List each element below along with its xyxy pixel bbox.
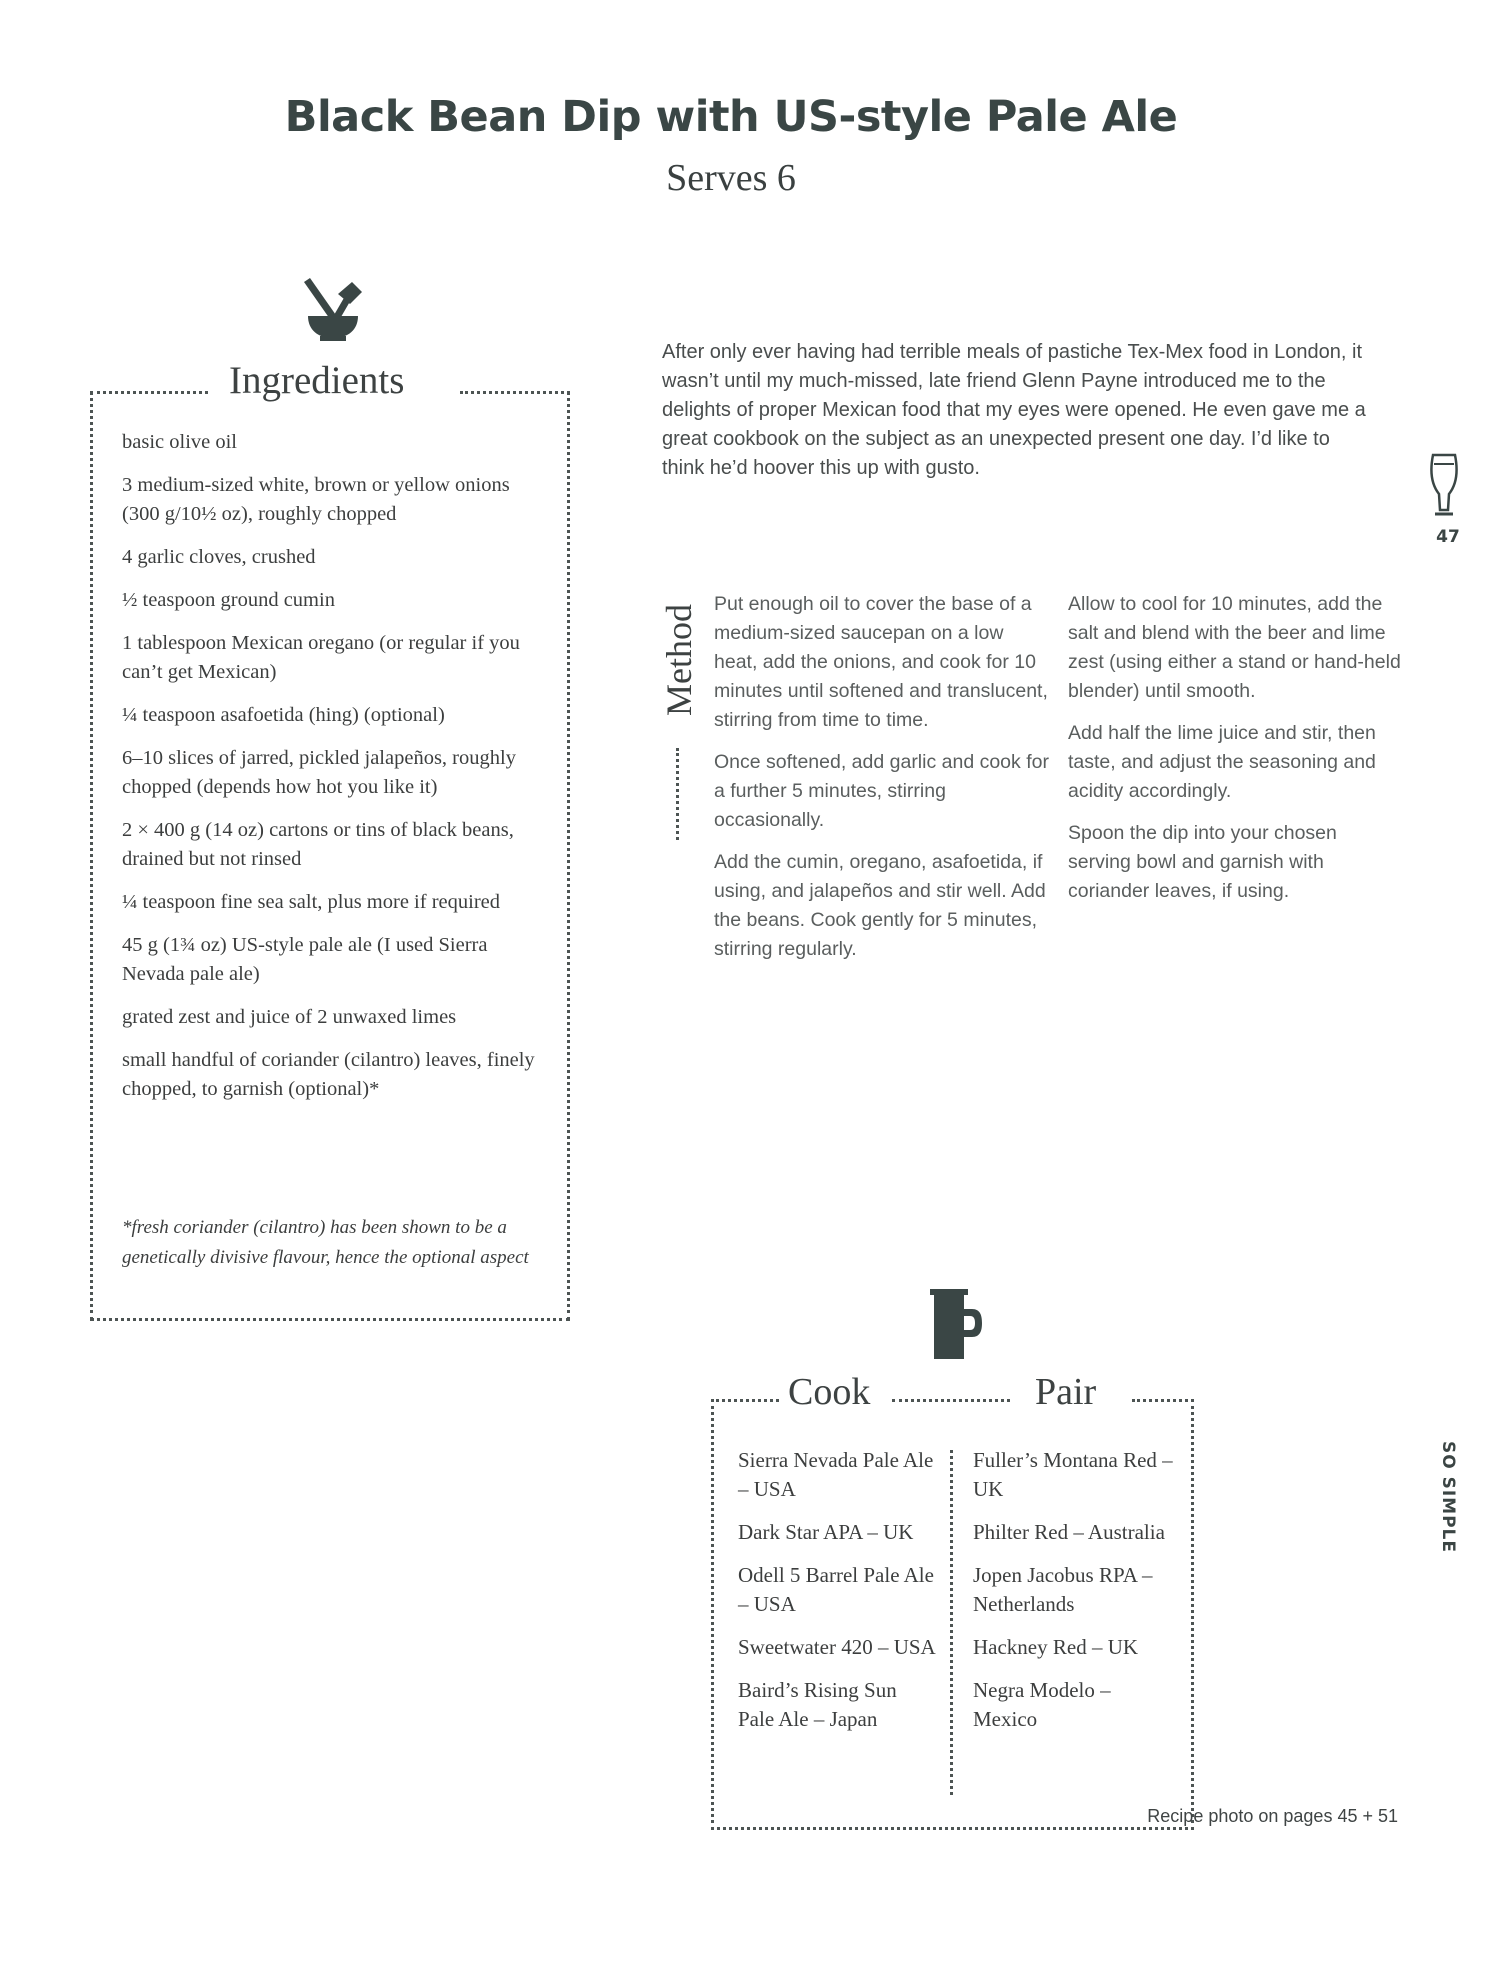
page-number: 47 [1436,527,1460,547]
method-step: Add half the lime juice and stir, then taste, and adjust the seasoning and acidity accordingly. [1068,722,1376,802]
ingredient-item: grated zest and juice of 2 unwaxed limes [122,1006,457,1028]
cook-heading: Cook [788,1371,871,1413]
ingredient-item: ¼ teaspoon asafoetida (hing) (optional) [122,704,445,726]
ingredient-item: ½ teaspoon ground cumin [122,589,335,611]
method-column-2 [1068,590,1403,919]
pair-beer-item: Negra Modelo – Mexico [973,1678,1111,1731]
section-label: SO SIMPLE [1438,1440,1458,1554]
ingredient-item: 6–10 slices of jarred, pickled jalapeños, roughly chopped (depends how hot you like it) [122,747,516,798]
mortar-and-pestle-icon [300,274,366,344]
pair-beer-item: Fuller’s Montana Red – UK [973,1448,1173,1501]
serves-label: Serves 6 [666,157,796,199]
pair-beer-item: Jopen Jacobus RPA – Netherlands [973,1563,1153,1616]
ingredient-item: 2 × 400 g (14 oz) cartons or tins of black beans, drained but not rinsed [122,819,514,870]
ingredient-item: basic olive oil [122,431,238,453]
ingredient-list [122,428,552,1118]
method-step: Add the cumin, oregano, asafoetida, if using, and jalapeños and stir well. Add the beans. Cook gently for 5 minutes, stirring regularly. [714,851,1046,960]
cook-beer-item: Baird’s Rising Sun Pale Ale – Japan [738,1678,897,1731]
method-column-1 [714,590,1049,977]
ingredient-item: 3 medium-sized white, brown or yellow onions (300 g/10½ oz), roughly chopped [122,474,510,525]
pair-beer-list [973,1446,1173,1748]
method-step: Once softened, add garlic and cook for a further 5 minutes, stirring occasionally. [714,751,1049,831]
cook-beer-item: Dark Star APA – UK [738,1520,914,1544]
cook-beer-item: Odell 5 Barrel Pale Ale – USA [738,1563,934,1616]
method-heading: Method [659,604,699,716]
method-step: Put enough oil to cover the base of a medium-sized saucepan on a low heat, add the onions, and cook for 10 minutes until softened and translucent, stirring from time to time. [714,593,1048,731]
beer-glass-icon [1427,452,1461,518]
recipe-title: Black Bean Dip with US-style Pale Ale [284,92,1178,142]
ingredients-heading: Ingredients [229,359,405,402]
ingredient-item: 45 g (1¾ oz) US-style pale ale (I used Sierra Nevada pale ale) [122,934,488,985]
method-step: Allow to cool for 10 minutes, add the salt and blend with the beer and lime zest (using either a stand or hand-held blender) until smooth. [1068,593,1401,702]
intro-paragraph: After only ever having had terrible meals of pastiche Tex-Mex food in London, it wasn’t until my much-missed, late friend Glenn Payne introduced me to the delights of proper Mexican food that my eyes were opened. He even gave me a great cookbook on the subject as an unexpected present one day. I’d like to think he’d hoover this up with gusto. [662,341,1366,479]
recipe-photo-reference: Recipe photo on pages 45 + 51 [1147,1806,1398,1826]
cook-pair-divider [950,1450,953,1795]
ingredient-item: small handful of coriander (cilantro) leaves, finely chopped, to garnish (optional)* [122,1049,535,1100]
pair-heading: Pair [1035,1371,1097,1413]
beer-mug-icon [928,1287,984,1361]
method-dotted-rule [676,748,679,840]
method-step: Spoon the dip into your chosen serving bowl and garnish with coriander leaves, if using. [1068,822,1337,902]
pair-beer-item: Hackney Red – UK [973,1635,1139,1659]
ingredient-item: ¼ teaspoon fine sea salt, plus more if required [122,891,500,913]
ingredient-item: 1 tablespoon Mexican oregano (or regular if you can’t get Mexican) [122,632,520,683]
ingredient-footnote: *fresh coriander (cilantro) has been shown to be a genetically divisive flavour, hence the optional aspect [122,1217,529,1268]
cook-beer-list [738,1446,938,1748]
pair-beer-item: Philter Red – Australia [973,1520,1165,1544]
cook-beer-item: Sierra Nevada Pale Ale – USA [738,1448,934,1501]
cook-beer-item: Sweetwater 420 – USA [738,1635,936,1659]
ingredient-item: 4 garlic cloves, crushed [122,546,316,568]
